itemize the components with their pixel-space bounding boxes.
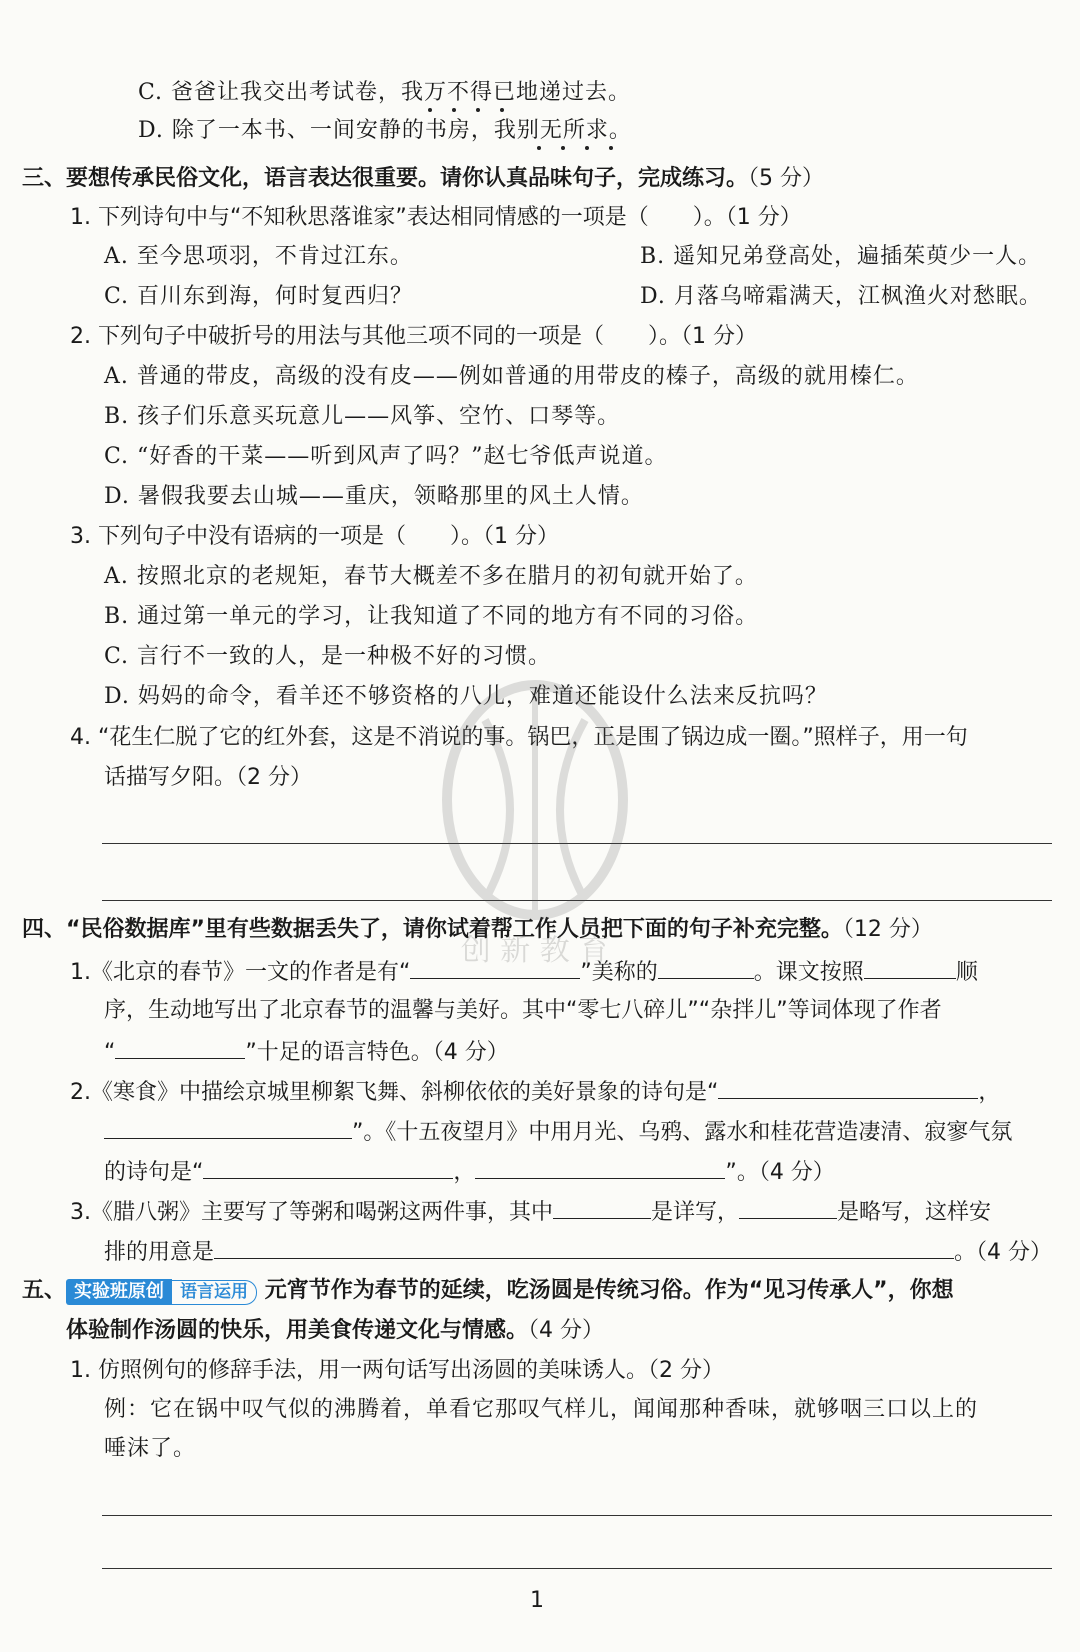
q1-option-c: C. 百川东到海，何时复西归？: [104, 284, 414, 309]
q3-option-b: B. 通过第一单元的学习，让我知道了不同的地方有不同的习俗。: [104, 604, 759, 629]
section-5-heading: [22, 1276, 954, 1306]
question-4-line1: 4. “花生仁脱了它的红外套，这是不消说的事。锅巴，正是围了锅边成一圈。”照样子，用一句: [70, 725, 968, 750]
fill-2-text-e: ，: [453, 1160, 476, 1185]
fill-2-text-c: ”。《十五夜望月》中用月光、乌鸦、露水和桂花营造凄清、寂寥气氛: [352, 1120, 1013, 1145]
fill-1-text-quote: “: [104, 1040, 116, 1065]
blank-detailed[interactable]: [553, 1196, 651, 1219]
fill-1-text-c: 。课文按照: [753, 960, 864, 985]
option-d-top: D. 除了一本书、一间安静的书房，我别无所求。: [138, 118, 632, 143]
question-4-line2: 话描写夕阳。（2 分）: [104, 765, 312, 790]
fill-2-line2: [104, 1116, 1012, 1148]
blank-poem-line2[interactable]: [104, 1116, 352, 1139]
question-1: 1. 下列诗句中与“不知秋思落谁家”表达相同情感的一项是（ ）。（1 分）: [70, 205, 802, 230]
q1-option-a: A. 至今思项羽，不肯过江东。: [104, 244, 413, 269]
emphasis-dot: [585, 146, 589, 150]
fill-3-text-d: 排的用意是: [104, 1240, 215, 1265]
fill-1-line2: 序，生动地写出了北京春节的温馨与美好。其中“零七八碎儿”“杂拌儿”等词体现了作者: [104, 998, 942, 1023]
fill-3-text-a: 3.《腊八粥》主要写了等粥和喝粥这两件事，其中: [70, 1200, 553, 1225]
example-line2: 唾沫了。: [104, 1436, 197, 1461]
q3-option-c: C. 言行不一致的人，是一种极不好的习惯。: [104, 644, 552, 669]
tag-experimental: 实验班原创: [66, 1279, 172, 1305]
q1-option-b: B. 遥知兄弟登高处，遍插茱萸少一人。: [640, 244, 1042, 269]
q2-option-b: B. 孩子们乐意买玩意儿——风筝、空竹、口琴等。: [104, 404, 621, 429]
watermark-text: 创 新 教 育: [460, 933, 610, 968]
emphasis-dot: [428, 108, 432, 112]
section-4-score: （12 分）: [842, 917, 933, 942]
answer-line[interactable]: [102, 1515, 1052, 1516]
blank-poem-line4[interactable]: [475, 1156, 725, 1179]
q2-option-c: C. “好香的干菜——听到风声了吗？”赵七爷低声说道。: [104, 444, 668, 469]
fill-3-text-e: 。（4 分）: [954, 1240, 1053, 1265]
section-5-score: （4 分）: [528, 1318, 605, 1343]
option-c-top: C. 爸爸让我交出考试卷，我万不得已地递过去。: [138, 80, 632, 105]
section-3-score: （5 分）: [748, 166, 825, 191]
watermark-logo: [395, 660, 675, 970]
emphasis-dot: [561, 146, 565, 150]
page-number: 1: [530, 1588, 544, 1613]
blank-order[interactable]: [864, 956, 956, 979]
fill-2-text-b: ，: [978, 1080, 1001, 1105]
fill-1-text-b: ”美称的: [580, 960, 658, 985]
blank-language-style[interactable]: [115, 1036, 245, 1059]
fill-2-line3: [104, 1156, 835, 1188]
fill-2-text-a: 2.《寒食》中描绘京城里柳絮飞舞、斜柳依依的美好景象的诗句是“: [70, 1080, 719, 1105]
question-3: 3. 下列句子中没有语病的一项是（ ）。（1 分）: [70, 524, 559, 549]
q2-option-d: D. 暑假我要去山城——重庆，领略那里的风土人情。: [104, 484, 644, 509]
prompt-1: 1. 仿照例句的修辞手法，用一两句话写出汤圆的美味诱人。（2 分）: [70, 1358, 724, 1383]
answer-line[interactable]: [102, 1568, 1052, 1569]
q1-option-d: D. 月落乌啼霜满天，江枫渔火对愁眠。: [640, 284, 1042, 309]
fill-1-text-d: 顺: [955, 960, 978, 985]
fill-3-text-b: 是详写，: [651, 1200, 740, 1225]
section-4-title: 四、“民俗数据库”里有些数据丢失了，请你试着帮工作人员把下面的句子补充完整。: [22, 917, 843, 942]
fill-1-text-a: 1.《北京的春节》一文的作者是有“: [70, 960, 411, 985]
blank-purpose[interactable]: [214, 1236, 954, 1259]
fill-3-text-c: 是略写，这样安: [837, 1200, 992, 1225]
blank-poem-line1[interactable]: [718, 1076, 978, 1099]
emphasis-dot: [609, 146, 613, 150]
question-2: 2. 下列句子中破折号的用法与其他三项不同的一项是（ ）。（1 分）: [70, 324, 757, 349]
fill-1-line3: [104, 1036, 509, 1068]
section-3-title: 三、要想传承民俗文化，语言表达很重要。请你认真品味句子，完成练习。: [22, 166, 749, 191]
emphasis-dot: [537, 146, 541, 150]
section-5-title2: 体验制作汤圆的快乐，用美食传递文化与情感。: [66, 1318, 529, 1343]
emphasis-dot: [500, 108, 504, 112]
fill-2-text-d: 的诗句是“: [104, 1160, 204, 1185]
blank-poem-line3[interactable]: [203, 1156, 453, 1179]
example-line1: 例：它在锅中叹气似的沸腾着，单看它那叹气样儿，闻闻那种香味，就够咽三口以上的: [104, 1397, 979, 1422]
emphasis-dot: [452, 108, 456, 112]
section-5-title: 元宵节作为春节的延续，吃汤圆是传统习俗。作为“见习传承人”，你想: [264, 1278, 954, 1303]
q3-option-d: D. 妈妈的命令，看羊还不够资格的八儿，难道还能设什么法来反抗吗？: [104, 684, 828, 709]
tag-language-use: 语言运用: [172, 1280, 257, 1305]
fill-2-text-f: ”。（4 分）: [725, 1160, 835, 1185]
section-5-prefix: 五、: [22, 1278, 67, 1303]
q3-option-a: A. 按照北京的老规矩，春节大概差不多在腊月的初旬就开始了。: [104, 564, 758, 589]
section-3-heading: [22, 164, 824, 194]
section-5-heading-line2: [66, 1316, 604, 1346]
fill-3-line2: [104, 1236, 1052, 1268]
fill-3-line1: [70, 1196, 991, 1228]
fill-1-text-end: ”十足的语言特色。（4 分）: [245, 1040, 509, 1065]
fill-2-line1: [70, 1076, 1000, 1108]
emphasis-dot: [476, 108, 480, 112]
q2-option-a: A. 普通的带皮，高级的没有皮——例如普通的用带皮的榛子，高级的就用榛仁。: [104, 364, 919, 389]
blank-brief[interactable]: [739, 1196, 837, 1219]
